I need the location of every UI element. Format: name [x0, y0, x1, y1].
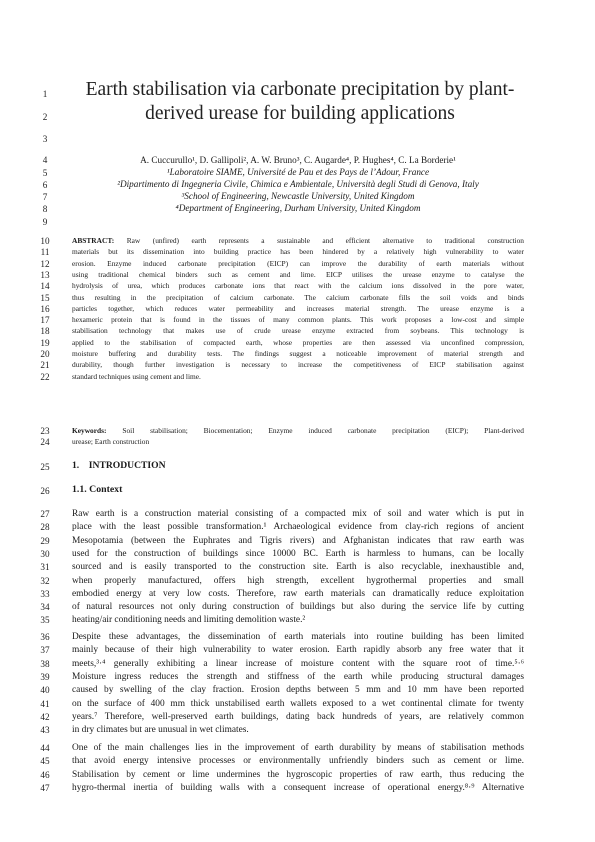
body-line: of natural resources not only during construction of buildings but also during the service life by cutting [72, 602, 524, 613]
section-title: INTRODUCTION [88, 460, 166, 471]
line-number: 35 [40, 615, 50, 626]
abstract-line [72, 292, 524, 304]
keywords-label: Keywords: [72, 426, 107, 435]
line-number: 22 [40, 371, 50, 382]
line-number: 25 [40, 462, 50, 472]
body-line: caused by swelling of the clay fraction. Erosion depths between 5 mm and 10 mm have been reported [72, 685, 524, 696]
abstract-text: durability, though further investigation is necessary to increase the competitiveness of EICP stabilisation against [72, 360, 524, 370]
body-line: embodied energy at very low costs. Therefore, raw earth materials can dramatically reduce exploitation [72, 588, 524, 599]
keywords-text-1: Soil stabilisation; Biocementation; Enzyme induced carbonate precipitation (EICP); Plant-derived [122, 426, 524, 435]
body-line: years.⁷ Therefore, well-preserved earth buildings, dating back hundreds of years, are relatively common [72, 711, 524, 722]
line-number: 41 [40, 698, 50, 709]
line-number: 15 [40, 292, 50, 303]
body-line: that avoid energy intensive processes or environmentally unfriendly binders such as cement or lime. [72, 756, 524, 767]
line-number: 28 [40, 522, 50, 533]
line-number: 9 [42, 217, 48, 227]
line-number: 13 [40, 269, 50, 280]
abstract-text: moisture buffering and durability tests. The findings suggest a noticeable improvement of material strength and [72, 349, 524, 358]
abstract-line [72, 359, 524, 371]
body-line: on the surface of 400 mm thick unstabilised earth wallets exposed to a wet continental climate for twenty [72, 698, 524, 709]
abstract-text: hydrolysis of urea, which produces carbonate ions that react with the calcium ions dissolved in the pore water, [72, 281, 524, 291]
affiliation-1: ¹Laboratoire SIAME, Université de Pau et des Pays de l’Adour, France [166, 167, 430, 177]
line-number: 1 [42, 89, 48, 99]
body-line: mainly because of their high vulnerability to water erosion. Earth rapidly absorb any free water that it [72, 645, 524, 656]
affiliation-3: ³School of Engineering, Newcastle University, United Kingdom [181, 191, 415, 201]
line-number: 33 [40, 588, 50, 599]
affiliation-4: ⁴Department of Engineering, Durham University, United Kingdom [175, 203, 421, 213]
line-number: 21 [40, 360, 50, 371]
abstract-text: materials but its dissemination into building practice has been hindered by a relatively high vulnerability to water [72, 247, 524, 257]
abstract-line [72, 337, 524, 349]
abstract-line [72, 235, 524, 247]
section-number: 1. [72, 460, 80, 471]
abstract-line [72, 314, 524, 326]
line-number: 39 [40, 671, 50, 682]
line-number: 3 [42, 134, 48, 144]
abstract-line [72, 303, 524, 315]
line-number: 36 [40, 632, 50, 642]
line-number: 42 [40, 711, 50, 722]
line-number: 38 [40, 658, 50, 669]
line-number: 8 [42, 204, 48, 214]
body-line: One of the main challenges lies in the improvement of earth durability by means of stabilisation methods [72, 743, 524, 753]
line-number: 27 [40, 509, 50, 519]
body-line: used for the construction of buildings since 10000 BC. Earth is harmless to humans, can be locally [72, 548, 524, 559]
abstract-text: Raw (unfired) earth represents a sustainable and efficient alternative to traditional construction [126, 236, 524, 245]
line-number: 20 [40, 349, 50, 359]
keywords-line-2: urease; Earth construction [72, 437, 150, 446]
abstract-label: ABSTRACT: [72, 236, 115, 245]
line-number: 10 [40, 236, 50, 246]
line-number: 7 [42, 192, 48, 202]
abstract-line [72, 325, 524, 337]
body-line: Stabilisation by cement or lime undermines the hygroscopic properties of raw earth, thus reducing the [72, 769, 524, 780]
body-line: Mesopotamia (between the Euphrates and Tigris rivers) and Afghanistan indicates that raw earth was [72, 535, 524, 546]
line-number: 23 [40, 426, 50, 436]
body-line: Moisture ingress reduces the strength and stiffness of the earth while producing structural damages [72, 671, 524, 682]
line-number: 17 [40, 315, 50, 326]
line-number: 34 [40, 602, 50, 613]
abstract-text: erosion. Enzyme induced carbonate precipitation (EICP) can improve the durability of earth materials without [72, 258, 524, 268]
abstract-text: using traditional chemical binders such as cement and lime. EICP utilises the urease enzyme to catalyse the [72, 269, 524, 279]
line-number: 16 [40, 303, 50, 314]
subsection-title: 1.1. Context [72, 484, 123, 495]
abstract-text: particles together, which reduces water permeability and increases material strength. The urease enzyme is a [72, 303, 524, 313]
line-number: 30 [40, 548, 50, 559]
abstract-text: hexameric protein that is found in the tissues of many common plants. This work proposes a low-cost and simple [72, 315, 524, 325]
line-number: 12 [40, 258, 50, 269]
line-number: 14 [40, 281, 50, 292]
section-heading [72, 460, 524, 472]
body-line: heating/air conditioning needs and limiting demolition waste.² [72, 615, 306, 626]
paper-title-line-2: derived urease for building applications [145, 103, 455, 124]
abstract-text: thus resulting in the precipitation of calcium carbonate. The calcium carbonate fills the soil voids and binds [72, 292, 524, 302]
line-number: 19 [40, 337, 50, 348]
body-line: in dry climates but are unusual in wet climates. [72, 725, 249, 736]
body-line: Raw earth is a construction material consisting of a compacted mix of soil and water which is put in [72, 509, 524, 519]
abstract-text: standard techniques using cement and lime. [72, 371, 201, 381]
line-number: 46 [40, 769, 50, 780]
paper-title-line-1: Earth stabilisation via carbonate precipitation by plant- [85, 79, 515, 100]
line-number: 11 [40, 247, 50, 258]
body-line: sourced and is easily transported to the construction site. Earth is also recyclable, inexhaustible and, [72, 562, 524, 573]
body-line: when properly manufactured, offers high strength, excellent hygrothermal properties and small [72, 575, 524, 586]
line-number: 26 [40, 486, 50, 496]
body-line: hygro-thermal inertia of building walls with a consequent increase of operational energy.⁸·⁹ Alternative [72, 782, 524, 793]
body-line: place with the least possible transformation.¹ Archaeological evidence from clay-rich regions of ancient [72, 522, 524, 533]
line-number: 43 [40, 725, 50, 736]
line-number: 29 [40, 535, 50, 546]
line-number: 47 [40, 782, 50, 793]
line-number: 4 [42, 155, 48, 165]
line-number: 32 [40, 575, 50, 586]
line-number: 6 [42, 180, 48, 190]
affiliation-2: ²Dipartimento di Ingegneria Civile, Chimica e Ambientale, Università degli Studi di Genova, Italy [117, 179, 479, 189]
abstract-line [72, 348, 524, 360]
line-number: 31 [40, 562, 50, 573]
abstract-line [72, 269, 524, 281]
line-number: 45 [40, 756, 50, 767]
line-number: 24 [40, 437, 50, 447]
abstract-line [72, 280, 524, 292]
author-list: A. Cuccurullo¹, D. Gallipoli², A. W. Bruno³, C. Augarde⁴, P. Hughes⁴, C. La Borderie¹ [140, 155, 456, 165]
body-line: meets,³·⁴ generally exhibiting a linear increase of moisture content with the square root of time.⁵·⁶ [72, 658, 524, 669]
line-number: 18 [40, 326, 50, 337]
body-line: Despite these advantages, the dissemination of earth materials into routine building has been limited [72, 632, 524, 642]
line-number: 44 [40, 743, 50, 753]
line-number: 2 [42, 112, 48, 122]
abstract-text: applied to the stabilisation of compacted earth, whose properties are then assessed via unconfined compression, [72, 337, 524, 347]
abstract-line [72, 371, 524, 383]
line-number: 40 [40, 685, 50, 696]
line-number: 5 [42, 168, 48, 178]
abstract-text: stabilisation technology that makes use of crude urease enzyme extracted from soybeans. This technology is [72, 326, 524, 336]
abstract-line [72, 258, 524, 270]
line-number: 37 [40, 645, 50, 656]
abstract-line [72, 246, 524, 258]
